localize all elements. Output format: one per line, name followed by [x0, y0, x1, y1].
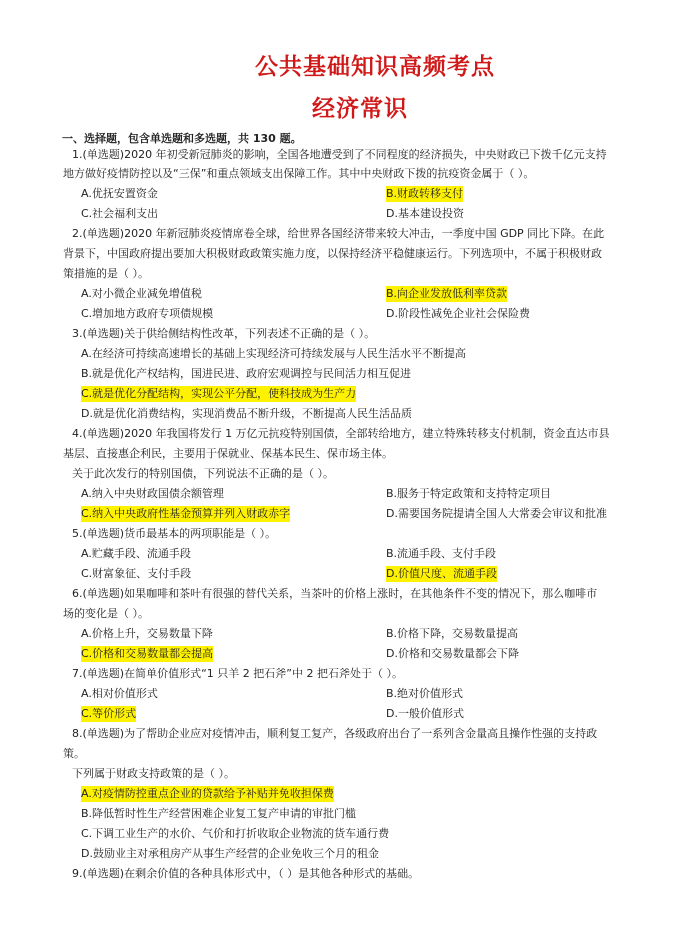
q8-option-b: B.降低暂时性生产经营困难企业复工复产申请的审批门槛 — [81, 807, 357, 820]
question-2-line-2: 背景下，中国政府提出要加大积极财政政策实施力度，以保持经济平稳健康运行。下列选项中，不属于积极财政 — [63, 247, 602, 260]
q3-option-b: B.就是优化产权结构，国进民进、政府宏观调控与民间活力相互促进 — [81, 367, 412, 380]
q2-option-a: A.对小微企业减免增值税 — [81, 287, 202, 300]
q2-option-d: D.阶段性减免企业社会保险费 — [386, 307, 530, 320]
q6-option-d: D.价格和交易数量都会下降 — [386, 647, 519, 660]
question-7-line-1: 7.(单选题)在简单价值形式“1 只羊 2 把石斧”中 2 把石斧处于（ ）。 — [72, 667, 403, 680]
q4-option-d: D.需要国务院提请全国人大常委会审议和批准 — [386, 507, 607, 520]
question-4-line-3: 关于此次发行的特别国债，下列说法不正确的是（ ）。 — [72, 467, 334, 480]
question-8-line-3: 下列属于财政支持政策的是（ ）。 — [72, 767, 235, 780]
q1-option-d: D.基本建设投资 — [386, 207, 464, 220]
q6-option-b: B.价格下降，交易数量提高 — [386, 627, 519, 640]
document-title: 公共基础知识高频考点 — [255, 54, 495, 80]
question-2-line-3: 策措施的是（ ）。 — [63, 267, 149, 280]
question-4-line-2: 基层、直接惠企利民，主要用于保就业、保基本民生、保市场主体。 — [63, 447, 393, 460]
question-9-line-1: 9.(单选题)在剩余价值的各种具体形式中，（ ）是其他各种形式的基础。 — [72, 867, 420, 880]
q5-option-a: A.贮藏手段、流通手段 — [81, 547, 191, 560]
q8-option-a-answer: A.对疫情防控重点企业的贷款给予补贴并免收担保费 — [81, 787, 334, 800]
q7-option-d: D.一般价值形式 — [386, 707, 464, 720]
q1-option-c: C.社会福利支出 — [81, 207, 159, 220]
document-subtitle: 经济常识 — [312, 96, 408, 122]
q5-option-c: C.财富象征、支付手段 — [81, 567, 192, 580]
question-2-line-1: 2.(单选题)2020 年新冠肺炎疫情席卷全球，给世界各国经济带来较大冲击，一季度中国 GDP 同比下降。在此 — [72, 227, 605, 240]
question-1-line-2: 地方做好疫情防控以及“三保”和重点领域支出保障工作。其中中央财政下拨的抗疫资金属于（ ）。 — [63, 167, 535, 180]
question-5-line-1: 5.(单选题)货币最基本的两项职能是（ ）。 — [72, 527, 277, 540]
q5-option-d-answer: D.价值尺度、流通手段 — [386, 567, 497, 580]
q3-option-a: A.在经济可持续高速增长的基础上实现经济可持续发展与人民生活水平不断提高 — [81, 347, 466, 360]
q1-option-b-answer: B.财政转移支付 — [386, 187, 464, 200]
q3-option-c-answer: C.就是优化分配结构，实现公平分配，使科技成为生产力 — [81, 387, 357, 400]
q7-option-c-answer: C.等价形式 — [81, 707, 137, 720]
question-3-line-1: 3.(单选题)关于供给侧结构性改革，下列表述不正确的是（ ）。 — [72, 327, 376, 340]
q4-option-b: B.服务于特定政策和支持特定项目 — [386, 487, 552, 500]
question-4-line-1: 4.(单选题)2020 年我国将发行 1 万亿元抗疫特别国债，全部转给地方，建立特殊转移支付机制，资金直达市县 — [72, 427, 610, 440]
q1-option-a: A.优抚安置资金 — [81, 187, 158, 200]
q4-option-a: A.纳入中央财政国债余额管理 — [81, 487, 224, 500]
q2-option-b-answer: B.向企业发放低利率贷款 — [386, 287, 508, 300]
question-6-line-1: 6.(单选题)如果咖啡和茶叶有很强的替代关系，当茶叶的价格上涨时，在其他条件不变的情况下，那么咖啡市 — [72, 587, 598, 600]
q8-option-d: D.鼓励业主对承租房产从事生产经营的企业免收三个月的租金 — [81, 847, 379, 860]
q6-option-c-answer: C.价格和交易数量都会提高 — [81, 647, 214, 660]
q2-option-c: C.增加地方政府专项债规模 — [81, 307, 214, 320]
question-8-line-2: 策。 — [63, 747, 85, 760]
q8-option-c: C.下调工业生产的水价、气价和打折收取企业物流的货车通行费 — [81, 827, 390, 840]
q3-option-d: D.就是优化消费结构，实现消费品不断升级，不断提高人民生活品质 — [81, 407, 412, 420]
question-6-line-2: 场的变化是（ ）。 — [63, 607, 149, 620]
section-heading: 一、选择题，包含单选题和多选题，共 130 题。 — [62, 132, 302, 145]
q5-option-b: B.流通手段、支付手段 — [386, 547, 497, 560]
question-8-line-1: 8.(单选题)为了帮助企业应对疫情冲击，顺利复工复产，各级政府出台了一系列含金量高且操作性强的支持政 — [72, 727, 598, 740]
q6-option-a: A.价格上升，交易数量下降 — [81, 627, 213, 640]
question-1-line-1: 1.(单选题)2020 年初受新冠肺炎的影响，全国各地遭受到了不同程度的经济损失，中央财政已下拨千亿元支持 — [72, 148, 607, 161]
q4-option-c-answer: C.纳入中央政府性基金预算并列入财政赤字 — [81, 507, 291, 520]
q7-option-b: B.绝对价值形式 — [386, 687, 464, 700]
q7-option-a: A.相对价值形式 — [81, 687, 158, 700]
